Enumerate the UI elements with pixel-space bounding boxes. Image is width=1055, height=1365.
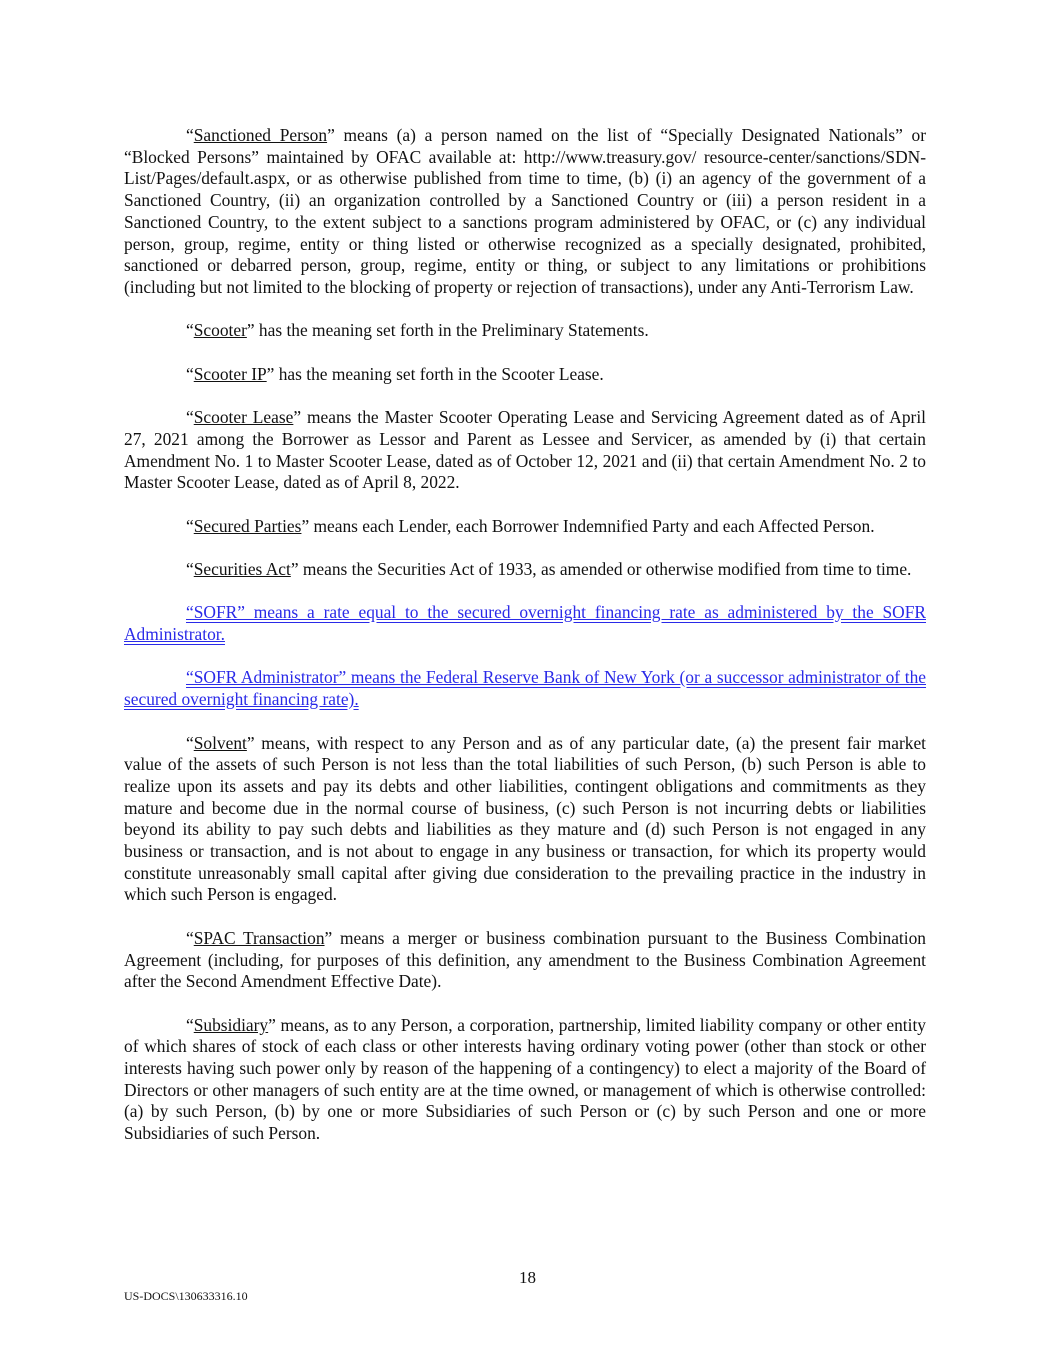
definition-text: ” means, with respect to any Person and as of any particular date, (a) the present fair market value of the assets of such Person is not less than the total liabilities of such Person, (b) such Person is able to realize upon its assets and pay its debts and other liabilities, contingent obligations and commitments as they mature and become due in the normal course of business, (c) such Person is not incurring debts or liabilities beyond its ability to pay such debts and liabilities as they mature and (d) such Person is not engaged in any business or transaction, and is not about to engage in any business or transaction, for which its property would constitute unreasonably small capital after giving due consideration to the prevailing practice in the industry in which such Person is engaged. <box>124 732 926 905</box>
definition-text: ” has the meaning set forth in the Preliminary Statements. <box>246 320 649 341</box>
definition-paragraph <box>124 667 926 710</box>
open-quote: “ <box>186 363 194 384</box>
inserted-definition-text: “SOFR Administrator” means the Federal Reserve Bank of New York (or a successor administrator of the secured overnight financing rate). <box>124 667 926 710</box>
definition-paragraph <box>124 407 926 494</box>
open-quote: “ <box>186 1014 194 1035</box>
definition-paragraph <box>124 928 926 993</box>
definition-paragraph <box>124 559 926 581</box>
defined-term: Scooter Lease <box>193 407 294 428</box>
open-quote: “ <box>186 320 194 341</box>
definition-paragraph <box>124 1015 926 1145</box>
definition-paragraph <box>124 516 926 538</box>
definition-text: ” means a merger or business combination pursuant to the Business Combination Agreement (including, for purposes of this definition, any amendment to the Business Combination Agreement after the Second Amendment Effective Date). <box>124 927 926 992</box>
definition-text: ” means, as to any Person, a corporation, partnership, limited liability company or other entity of which shares of stock of each class or other interests having ordinary voting power (other than stock or other interests having such power only by reason of the happening of a contingency) to elect a majority of the Board of Directors or other managers of such entity are at the time owned, or management of which is otherwise controlled: (a) by such Person, (b) by one or more Subsidiaries of such Person or (c) by such Person and one or more Subsidiaries of such Person. <box>124 1014 926 1144</box>
defined-term: Secured Parties <box>193 515 302 536</box>
definition-paragraph <box>124 733 926 907</box>
definition-text: ” means the Master Scooter Operating Lease and Servicing Agreement dated as of April 27, 2021 among the Borrower as Lessor and Parent as Lessee and Servicer, as amended by (i) that certain Amendment No. 1 to Master Scooter Lease, dated as of October 12, 2021 and (ii) that certain Amendment No. 2 to Master Scooter Lease, dated as of April 8, 2022. <box>124 407 926 493</box>
open-quote: “ <box>186 732 194 753</box>
document-body <box>124 125 926 1167</box>
definition-text: ” means each Lender, each Borrower Indemnified Party and each Affected Person. <box>301 515 875 536</box>
definition-text: ” means (a) a person named on the list of “Specially Designated Nationals” or “Blocked Persons” maintained by OFAC available at: http://www.treasury.gov/ resource-center/sanctions/SDN-List/Pages/default.aspx, or as otherwise published from time to time, (b) (i) an agency of the government of a Sanctioned Country, (ii) an organization controlled by a Sanctioned Country or (iii) a person resident in a Sanctioned Country, to the extent subject to a sanctions program administered by OFAC, or (c) any individual person, group, regime, entity or thing listed or otherwise recognized as a specially designated, prohibited, sanctioned or debarred person, group, regime, entity or thing, or subject to any limitations or prohibitions (including but not limited to the blocking of property or rejection of transactions), under any Anti-Terrorism Law. <box>124 125 927 297</box>
defined-term: Subsidiary <box>193 1014 269 1035</box>
definition-paragraph <box>124 364 926 386</box>
defined-term: Securities Act <box>193 558 291 579</box>
open-quote: “ <box>186 515 194 536</box>
document-id: US-DOCS\130633316.10 <box>124 1289 248 1303</box>
open-quote: “ <box>186 407 194 428</box>
definition-paragraph <box>124 320 926 342</box>
open-quote: “ <box>186 927 194 948</box>
open-quote: “ <box>186 125 194 145</box>
definition-text: ” has the meaning set forth in the Scooter Lease. <box>266 363 604 384</box>
definition-paragraph <box>124 602 926 645</box>
defined-term: Sanctioned Person <box>193 125 328 145</box>
defined-term: Scooter IP <box>193 363 267 384</box>
definition-text: ” means the Securities Act of 1933, as amended or otherwise modified from time to time. <box>290 558 912 579</box>
open-quote: “ <box>186 558 194 579</box>
defined-term: Solvent <box>193 732 247 753</box>
page-number: 18 <box>519 1268 536 1287</box>
inserted-definition-text: “SOFR” means a rate equal to the secured overnight financing rate as administered by the SOFR Administrator. <box>124 602 926 645</box>
definition-paragraph <box>124 125 926 299</box>
defined-term: Scooter <box>193 320 247 341</box>
defined-term: SPAC Transaction <box>193 927 325 948</box>
